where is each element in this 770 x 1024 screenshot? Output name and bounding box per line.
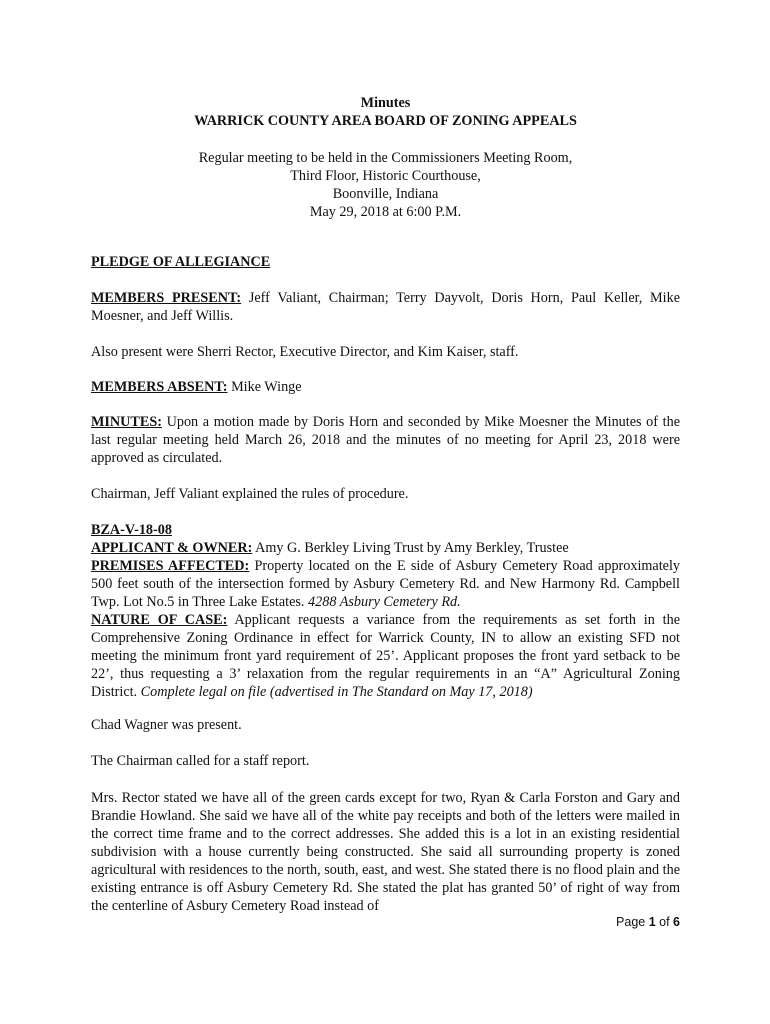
rules-paragraph: Chairman, Jeff Valiant explained the rules of procedure. bbox=[91, 486, 409, 502]
premises-address: 4288 Asbury Cemetery Rd. bbox=[308, 594, 461, 610]
minutes-paragraph bbox=[91, 413, 680, 467]
nature-label: NATURE OF CASE: bbox=[91, 612, 228, 628]
members-absent-text: Mike Winge bbox=[227, 379, 302, 395]
members-absent-label: MEMBERS ABSENT: bbox=[91, 379, 228, 395]
case-section bbox=[91, 521, 680, 701]
present-paragraph: Chad Wagner was present. bbox=[91, 717, 242, 733]
location-line: Regular meeting to be held in the Commissioners Meeting Room, bbox=[198, 150, 573, 166]
nature-text: Applicant requests a variance from the requirements as set forth in the Comprehensive Zoning Ordinance in effect for Warrick County, IN to allow an existing SFD not meeting the minimum front yard requirement of 25’. Applicant proposes the front yard setback to be 22’, thus requesting a 3’ relaxation from the regular requirements in an “A” Agricultural Zoning District. bbox=[91, 612, 680, 700]
also-present: Also present were Sherri Rector, Executive Director, and Kim Kaiser, staff. bbox=[91, 344, 519, 360]
minutes-label: MINUTES: bbox=[91, 414, 162, 430]
applicant-line bbox=[91, 539, 680, 557]
members-absent bbox=[91, 378, 680, 396]
staff-call-paragraph: The Chairman called for a staff report. bbox=[91, 753, 310, 769]
page-number: 1 bbox=[648, 915, 656, 929]
case-id: BZA-V-18-08 bbox=[91, 522, 172, 538]
nature-paragraph bbox=[91, 611, 680, 701]
meeting-location bbox=[91, 149, 680, 221]
premises-text: Property located on the E side of Asbury Cemetery Road approximately 500 feet south of the intersection formed by Asbury Cemetery Rd. and New Harmony Rd. Campbell Twp. Lot No.5 in Three Lake Estates. bbox=[91, 558, 680, 610]
premises-label: PREMISES AFFECTED: bbox=[91, 558, 250, 574]
meeting-date: May 29, 2018 at 6:00 P.M. bbox=[309, 204, 462, 220]
members-present bbox=[91, 289, 680, 325]
premises-paragraph bbox=[91, 557, 680, 611]
applicant-text: Amy G. Berkley Living Trust by Amy Berkley, Trustee bbox=[252, 540, 569, 556]
members-present-text: Jeff Valiant, Chairman; Terry Dayvolt, Doris Horn, Paul Keller, Mike Moesner, and Jeff Willis. bbox=[91, 290, 681, 324]
location-line: Third Floor, Historic Courthouse, bbox=[290, 168, 481, 184]
minutes-text: Upon a motion made by Doris Horn and seconded by Mike Moesner the Minutes of the last regular meeting held March 26, 2018 and the minutes of no meeting for April 23, 2018 were approved as circulated. bbox=[91, 414, 680, 466]
board-name: WARRICK COUNTY AREA BOARD OF ZONING APPEALS bbox=[194, 113, 577, 129]
members-present-label: MEMBERS PRESENT: bbox=[91, 290, 242, 306]
nature-legal: Complete legal on file (advertised in The Standard on May 17, 2018) bbox=[140, 684, 533, 700]
location-line: Boonville, Indiana bbox=[332, 186, 439, 202]
staff-report-paragraph: Mrs. Rector stated we have all of the green cards except for two, Ryan & Carla Forston and Gary and Brandie Howland. She said we have all of the white pay receipts and both of the letters were mailed in the correct time frame and to the correct addresses. She added this is a lot in an existing residential subdivision with a house currently being constructed. She said all surrounding property is zoned agricultural with residences to the north, south, east, and west. She stated there is no flood plain and the existing entrance is off Asbury Cemetery Rd. She stated the plat has granted 50’ of right of way from the centerline of Asbury Cemetery Road instead of bbox=[91, 790, 680, 914]
applicant-label: APPLICANT & OWNER: bbox=[91, 540, 253, 556]
of-word: of bbox=[655, 915, 674, 929]
page-word: Page bbox=[616, 915, 649, 929]
pledge-heading: PLEDGE OF ALLEGIANCE bbox=[91, 254, 271, 270]
page-footer bbox=[560, 913, 680, 931]
page-total: 6 bbox=[673, 915, 680, 929]
document-title: Minutes bbox=[360, 95, 411, 111]
